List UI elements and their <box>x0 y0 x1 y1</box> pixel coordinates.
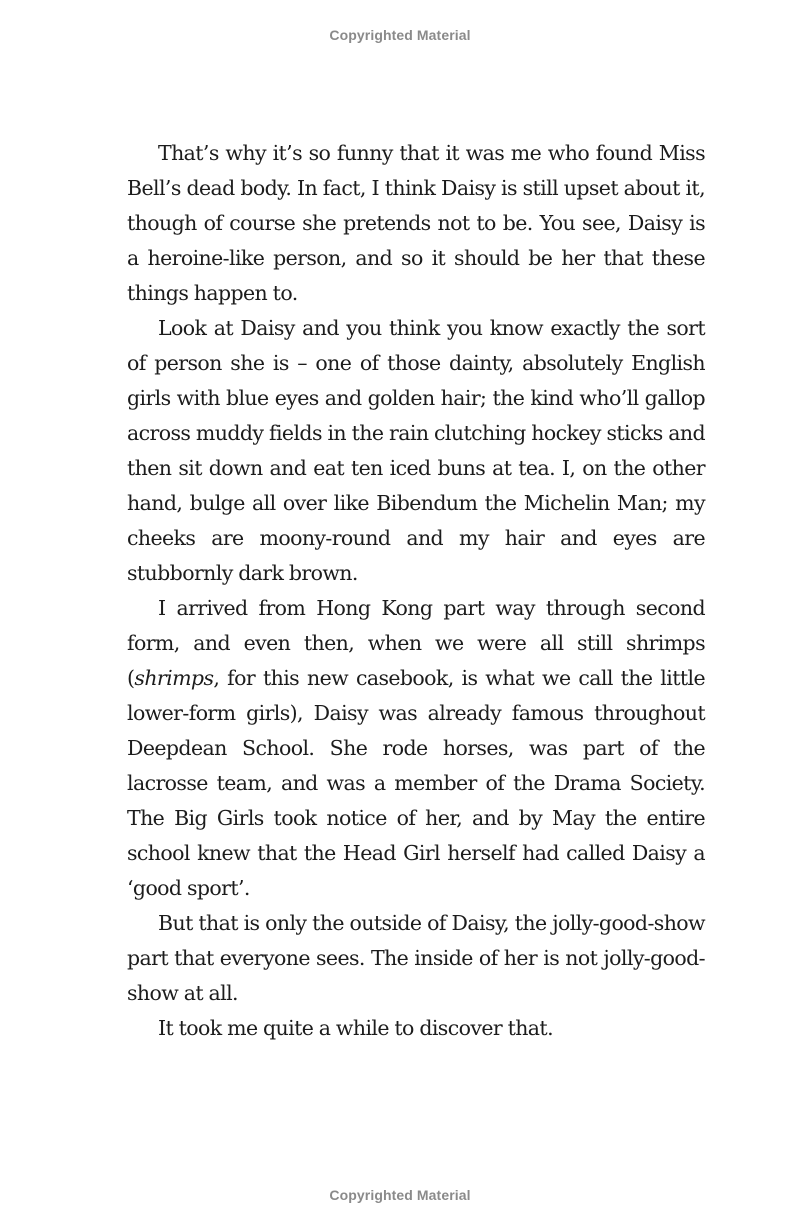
paragraph-2: Look at Daisy and you think you know exactly the sort of person she is – one of those dainty, absolutely English girls with blue eyes and golden hair; the kind who’ll gallop across muddy fields in the rain clutching hockey sticks and then sit down and eat ten iced buns at tea. I, on the other hand, bulge all over like Bibendum the Michelin Man; my cheeks are moony-round and my hair and eyes are stubbornly dark brown. <box>127 316 705 585</box>
copyright-watermark-bottom: Copyrighted Material <box>329 1187 471 1203</box>
paragraph-3-italic-word: shrimps <box>134 666 214 690</box>
paragraph-4: But that is only the outside of Daisy, the jolly-good-show part that everyone sees. The inside of her is not jolly-good-show at all. <box>127 911 705 1005</box>
paragraph-3-part-2: , for this new casebook, is what we call the little lower-form girls), Daisy was already famous throughout Deepdean School. She rode horses, was part of the lacrosse team, and was a member of the Drama Society. The Big Girls took notice of her, and by May the entire school knew that the Head Girl herself had called Daisy a ‘good sport’. <box>127 666 705 900</box>
copyright-watermark-top: Copyrighted Material <box>329 27 471 43</box>
page-body-text <box>127 136 705 1046</box>
paragraph-1: That’s why it’s so funny that it was me who found Miss Bell’s dead body. In fact, I think Daisy is still upset about it, though of course she pretends not to be. You see, Daisy is a heroine-like person, and so it should be her that these things happen to. <box>127 141 705 305</box>
paragraph-3 <box>127 591 705 906</box>
paragraph-3-part-1: I arrived from Hong Kong part way through second form, and even then, when we were all still shrimps ( <box>127 596 705 690</box>
paragraph-5: It took me quite a while to discover that. <box>158 1016 553 1040</box>
